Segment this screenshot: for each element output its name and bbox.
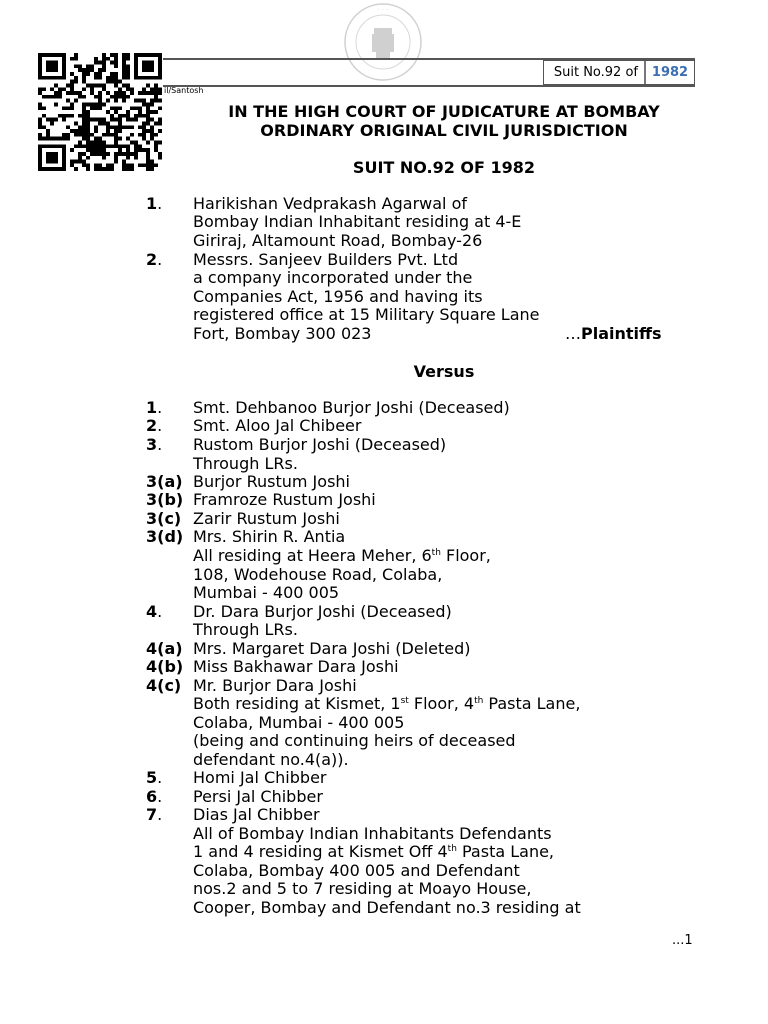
defendant-address: All of Bombay Indian Inhabitants Defendants [193, 824, 552, 843]
defendant-number: 3. [146, 435, 163, 454]
page-continuation-marker: ...1 [672, 933, 693, 948]
defendant-number: 4(a) [146, 639, 183, 658]
case-number-box [543, 60, 695, 85]
defendant-number: 7. [146, 805, 163, 824]
suit-title: SUIT NO.92 OF 1982 [352, 158, 536, 177]
defendant-number: 3(b) [146, 490, 184, 509]
defendant-name: Dr. Dara Burjor Joshi (Deceased) [193, 602, 452, 621]
plaintiff-line: Fort, Bombay 300 023 [193, 324, 372, 343]
defendant-name: Persi Jal Chibber [193, 787, 323, 806]
defendant-number: 2. [146, 416, 163, 435]
defendant-name: Miss Bakhawar Dara Joshi [193, 657, 399, 676]
plaintiff-line: Messrs. Sanjeev Builders Pvt. Ltd [193, 250, 459, 269]
defendant-number: 3(a) [146, 472, 183, 491]
defendant-number: 6. [146, 787, 163, 806]
plaintiff-line: Giriraj, Altamount Road, Bombay-26 [193, 231, 483, 250]
defendant-detail: Through LRs. [193, 620, 298, 639]
defendant-name: Zarir Rustum Joshi [193, 509, 340, 528]
defendant-name: Mr. Burjor Dara Joshi [193, 676, 357, 695]
defendant-address: Colaba, Bombay 400 005 and Defendant [193, 861, 520, 880]
defendant-name: Mrs. Margaret Dara Joshi (Deleted) [193, 639, 471, 658]
defendant-name: Dias Jal Chibber [193, 805, 320, 824]
defendant-address: 108, Wodehouse Road, Colaba, [193, 565, 443, 584]
plaintiff-line: a company incorporated under the [193, 268, 473, 287]
plaintiff-line: Bombay Indian Inhabitant residing at 4-E [193, 212, 522, 231]
case-number-label: Suit No.92 of [553, 65, 638, 80]
defendant-address: nos.2 and 5 to 7 residing at Moayo House, [193, 879, 532, 898]
qr-code [38, 53, 162, 171]
court-title: IN THE HIGH COURT OF JUDICATURE AT BOMBAY [228, 102, 660, 121]
case-year: 1982 [644, 61, 694, 84]
defendant-name: Homi Jal Chibber [193, 768, 327, 787]
court-seal-watermark [316, 2, 450, 82]
plaintiff-line: Companies Act, 1956 and having its [193, 287, 483, 306]
defendant-address: All residing at Heera Meher, 6th Floor, [193, 546, 491, 565]
defendant-number: 4(b) [146, 657, 184, 676]
defendant-number: 3(c) [146, 509, 182, 528]
defendant-name: Smt. Dehbanoo Burjor Joshi (Deceased) [193, 398, 510, 417]
defendant-detail: Through LRs. [193, 454, 298, 473]
header-rule-bottom [163, 85, 695, 87]
defendant-address: 1 and 4 residing at Kismet Off 4th Pasta Lane, [193, 842, 555, 861]
defendant-number: 4(c) [146, 676, 182, 695]
defendant-number: 5. [146, 768, 163, 787]
defendant-name: Smt. Aloo Jal Chibeer [193, 416, 362, 435]
plaintiffs-label: …Plaintiffs [565, 324, 662, 343]
jurisdiction-title: ORDINARY ORIGINAL CIVIL JURISDICTION [260, 121, 628, 140]
defendant-address: (being and continuing heirs of deceased [193, 731, 516, 750]
defendant-address: Cooper, Bombay and Defendant no.3 residing at [193, 898, 581, 917]
defendant-name: Mrs. Shirin R. Antia [193, 527, 346, 546]
defendant-number: 4. [146, 602, 163, 621]
defendant-name: Framroze Rustum Joshi [193, 490, 376, 509]
defendant-address: Colaba, Mumbai - 400 005 [193, 713, 405, 732]
defendant-address: Both residing at Kismet, 1st Floor, 4th Pasta Lane, [193, 694, 581, 713]
svg-text:· · ·: · · · [377, 6, 389, 14]
defendant-name: Rustom Burjor Joshi (Deceased) [193, 435, 447, 454]
defendant-address: Mumbai - 400 005 [193, 583, 340, 602]
signer-stamp: il/Santosh [164, 86, 204, 95]
defendant-number: 3(d) [146, 527, 184, 546]
defendant-number: 1. [146, 398, 163, 417]
plaintiff-line: Harikishan Vedprakash Agarwal of [193, 194, 467, 213]
versus-heading: Versus [413, 362, 475, 381]
plaintiff-number: 2. [146, 250, 163, 269]
defendant-name: Burjor Rustum Joshi [193, 472, 350, 491]
plaintiff-line: registered office at 15 Military Square Lane [193, 305, 540, 324]
defendant-address: defendant no.4(a)). [193, 750, 349, 769]
plaintiff-number: 1. [146, 194, 163, 213]
